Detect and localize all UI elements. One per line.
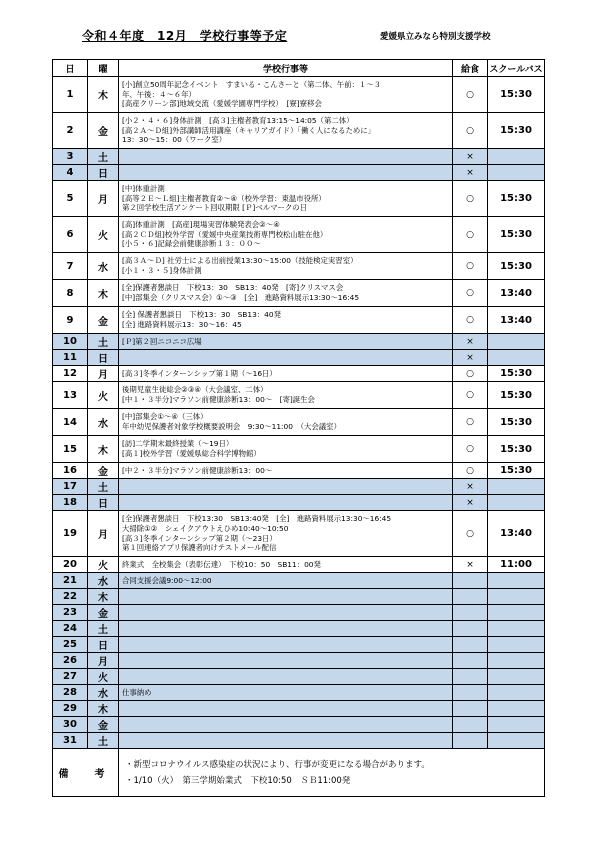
bus-cell: 13:40 [488, 511, 545, 557]
weekday-cell: 火 [88, 382, 119, 409]
lunch-cell: × [453, 479, 488, 495]
bus-cell: 15:30 [488, 77, 545, 113]
weekday-cell: 月 [88, 366, 119, 382]
day-cell: 11 [53, 350, 88, 366]
schedule-row [53, 511, 545, 557]
event-line: [高等２Ｅ～Ｌ組]主権者教育②～④（校外学習：東温市役所） [122, 193, 326, 203]
schedule-row [53, 77, 545, 113]
weekday-cell: 土 [88, 621, 119, 637]
events-cell [119, 334, 453, 350]
weekday-cell: 金 [88, 307, 119, 334]
schedule-row [53, 495, 545, 511]
event-line: [小２・４・６]身体計測 [高３]主権者教育13:15～14:05（第二体） [122, 116, 354, 126]
weekday-cell: 火 [88, 557, 119, 573]
lunch-cell: ○ [453, 280, 488, 307]
schedule-row [53, 409, 545, 436]
weekday-cell: 金 [88, 463, 119, 479]
events-cell [119, 573, 453, 589]
bus-cell [488, 495, 545, 511]
schedule-row [53, 280, 545, 307]
schedule-row [53, 253, 545, 280]
weekday-cell: 土 [88, 149, 119, 165]
day-cell: 2 [53, 113, 88, 149]
col-header-bus: スクールバス [488, 60, 545, 77]
day-cell: 4 [53, 165, 88, 181]
schedule-row [53, 701, 545, 717]
weekday-cell: 水 [88, 685, 119, 701]
schedule-row [53, 307, 545, 334]
note-line: ・新型コロナウイルス感染症の状況により、行事が変更になる場合があります。 [125, 759, 430, 770]
day-cell: 7 [53, 253, 88, 280]
lunch-cell: ○ [453, 181, 488, 217]
school-name: 愛媛県立みなら特別支援学校 [380, 32, 491, 42]
header-row [53, 60, 545, 77]
event-line: [Ｐ]第２回ニコニコ広場 [122, 336, 202, 346]
schedule-row [53, 605, 545, 621]
day-cell: 30 [53, 717, 88, 733]
lunch-cell: ○ [453, 511, 488, 557]
schedule-body [53, 77, 545, 749]
schedule-row [53, 479, 545, 495]
lunch-cell [453, 685, 488, 701]
events-cell [119, 280, 453, 307]
lunch-cell [453, 605, 488, 621]
bus-cell [488, 701, 545, 717]
events-cell [119, 495, 453, 511]
day-cell: 19 [53, 511, 88, 557]
bus-cell: 15:30 [488, 113, 545, 149]
weekday-cell: 水 [88, 253, 119, 280]
event-line: 後期児童生徒総会②③④（大会議室、二体） [122, 385, 268, 395]
lunch-cell: ○ [453, 113, 488, 149]
day-cell: 29 [53, 701, 88, 717]
event-line: 仕事納め [122, 687, 152, 697]
lunch-cell [453, 653, 488, 669]
lunch-cell [453, 589, 488, 605]
event-line: [高２ＣＤ組]校外学習（愛媛中央産業技術専門校松山駐在他） [122, 229, 328, 239]
event-line: 合同支援会議9:00～12:00 [122, 575, 212, 585]
bus-cell: 15:30 [488, 436, 545, 463]
event-line: [高３]冬季インターンシップ第２期（～23日） [122, 533, 277, 543]
lunch-cell: ○ [453, 436, 488, 463]
day-cell: 10 [53, 334, 88, 350]
day-cell: 1 [53, 77, 88, 113]
events-cell [119, 409, 453, 436]
event-line: [中１・３半分]マラソン前健康診断13：00～ [寄]誕生会 [122, 395, 315, 404]
events-cell [119, 463, 453, 479]
weekday-cell: 水 [88, 573, 119, 589]
day-cell: 28 [53, 685, 88, 701]
events-cell [119, 181, 453, 217]
weekday-cell: 火 [88, 217, 119, 253]
schedule-row [53, 685, 545, 701]
bus-cell: 15:30 [488, 463, 545, 479]
notes-row [53, 749, 545, 797]
bus-cell [488, 149, 545, 165]
lunch-cell: × [453, 350, 488, 366]
day-cell: 27 [53, 669, 88, 685]
note-line: ・1/10（火） 第三学期始業式 下校10:50 ＳＢ11:00発 [125, 775, 351, 786]
col-header-events: 学校行事等 [119, 60, 453, 77]
day-cell: 15 [53, 436, 88, 463]
day-cell: 14 [53, 409, 88, 436]
day-cell: 13 [53, 382, 88, 409]
schedule-row [53, 589, 545, 605]
schedule-row [53, 557, 545, 573]
events-cell [119, 733, 453, 749]
weekday-cell: 木 [88, 77, 119, 113]
event-line: [全] 進路資料展示13：30～16：45 [122, 320, 242, 329]
events-cell [119, 605, 453, 621]
event-line: 年、午後：４～６年） [122, 89, 196, 99]
schedule-row [53, 669, 545, 685]
schedule-row [53, 217, 545, 253]
events-cell [119, 436, 453, 463]
events-cell [119, 149, 453, 165]
day-cell: 3 [53, 149, 88, 165]
bus-cell [488, 621, 545, 637]
weekday-cell: 日 [88, 350, 119, 366]
schedule-row [53, 350, 545, 366]
event-line: [中２・３半分]マラソン前健康診断13：00～ [122, 465, 273, 475]
schedule-row [53, 149, 545, 165]
event-line: 第２回学校生活アンケート回収期限 [Ｐ]ベルマークの日 [122, 203, 308, 213]
events-cell [119, 589, 453, 605]
weekday-cell: 木 [88, 280, 119, 307]
events-cell [119, 653, 453, 669]
lunch-cell: × [453, 557, 488, 573]
bus-cell [488, 479, 545, 495]
weekday-cell: 日 [88, 637, 119, 653]
bus-cell [488, 685, 545, 701]
lunch-cell: ○ [453, 253, 488, 280]
day-cell: 24 [53, 621, 88, 637]
lunch-cell [453, 573, 488, 589]
weekday-cell: 月 [88, 511, 119, 557]
events-cell [119, 557, 453, 573]
event-line: [高産クリーン部]地域交流（愛媛学園専門学校） [寮]寮移会 [122, 99, 322, 109]
schedule-row [53, 113, 545, 149]
schedule-row [53, 717, 545, 733]
day-cell: 18 [53, 495, 88, 511]
day-cell: 25 [53, 637, 88, 653]
bus-cell: 11:00 [488, 557, 545, 573]
events-cell [119, 479, 453, 495]
lunch-cell: ○ [453, 77, 488, 113]
events-cell [119, 511, 453, 557]
page-header [82, 27, 552, 45]
schedule-row [53, 366, 545, 382]
bus-cell: 13:40 [488, 280, 545, 307]
events-cell [119, 350, 453, 366]
schedule-row [53, 436, 545, 463]
schedule-table [52, 59, 545, 797]
schedule-row [53, 463, 545, 479]
weekday-cell: 土 [88, 334, 119, 350]
weekday-cell: 土 [88, 479, 119, 495]
bus-cell: 15:30 [488, 253, 545, 280]
event-line: [高３Ａ～Ｄ] 社労士による出前授業13:30～15:00（技能検定実習室） [122, 256, 358, 266]
bus-cell: 13:40 [488, 307, 545, 334]
lunch-cell [453, 637, 488, 653]
event-line: [訪]二学期末最終授業（～19日） [122, 439, 234, 449]
lunch-cell [453, 669, 488, 685]
weekday-cell: 水 [88, 409, 119, 436]
day-cell: 12 [53, 366, 88, 382]
bus-cell: 15:30 [488, 366, 545, 382]
events-cell [119, 382, 453, 409]
day-cell: 26 [53, 653, 88, 669]
weekday-cell: 木 [88, 589, 119, 605]
bus-cell [488, 733, 545, 749]
lunch-cell: × [453, 495, 488, 511]
event-line: [全] 保護者懇談日 下校13：30 SB13：40発 [122, 310, 281, 320]
event-line: [小]創立50周年記念イベント すまいる・こんさーと（第二体、午前：１～３ [122, 80, 382, 90]
lunch-cell: × [453, 165, 488, 181]
event-line: [中]部集会（クリスマス会）①～③ [全] 進路資料展示13:30～16:45 [122, 293, 360, 302]
events-cell [119, 637, 453, 653]
weekday-cell: 木 [88, 436, 119, 463]
day-cell: 23 [53, 605, 88, 621]
day-cell: 16 [53, 463, 88, 479]
events-cell [119, 669, 453, 685]
schedule-row [53, 181, 545, 217]
notes-content [119, 749, 545, 797]
lunch-cell: ○ [453, 366, 488, 382]
events-cell [119, 621, 453, 637]
events-cell [119, 366, 453, 382]
lunch-cell: ○ [453, 409, 488, 436]
day-cell: 6 [53, 217, 88, 253]
event-line: [高２Ａ～Ｄ組]外部講師活用講座（キャリアガイド）「働く人になるために」 [122, 125, 376, 135]
day-cell: 17 [53, 479, 88, 495]
events-cell [119, 113, 453, 149]
bus-cell [488, 350, 545, 366]
weekday-cell: 月 [88, 653, 119, 669]
weekday-cell: 金 [88, 605, 119, 621]
events-cell [119, 77, 453, 113]
schedule-row [53, 637, 545, 653]
weekday-cell: 土 [88, 733, 119, 749]
lunch-cell: ○ [453, 217, 488, 253]
events-cell [119, 307, 453, 334]
day-cell: 9 [53, 307, 88, 334]
event-line: [小１・３・５]身体計測 [122, 266, 202, 275]
bus-cell [488, 334, 545, 350]
bus-cell [488, 573, 545, 589]
lunch-cell: ○ [453, 382, 488, 409]
document-title: 令和４年度 12月 学校行事等予定 [82, 29, 288, 43]
day-cell: 20 [53, 557, 88, 573]
event-line: [全]保護者懇談日 下校13：30 SB13：40発 [寄]クリスマス会 [122, 283, 344, 293]
event-line: [中]部集会①～④（三体） [122, 412, 208, 422]
lunch-cell [453, 717, 488, 733]
schedule-row [53, 382, 545, 409]
bus-cell [488, 605, 545, 621]
event-line: 年中幼児保護者対象学校概要説明会 9:30～11:00 （大会議室） [122, 422, 341, 431]
col-header-lunch: 給食 [453, 60, 488, 77]
schedule-row [53, 334, 545, 350]
event-line: [小５・６]記録会前健康診断１３：００～ [122, 239, 261, 249]
bus-cell: 15:30 [488, 217, 545, 253]
bus-cell [488, 669, 545, 685]
schedule-row [53, 653, 545, 669]
notes-label: 備 考 [53, 749, 119, 797]
schedule-row [53, 621, 545, 637]
bus-cell: 15:30 [488, 382, 545, 409]
lunch-cell [453, 733, 488, 749]
schedule-row [53, 165, 545, 181]
bus-cell: 15:30 [488, 409, 545, 436]
col-header-weekday: 曜 [88, 60, 119, 77]
event-line: 終業式 全校集会（表彰伝達） 下校10：50 SB11：00発 [122, 559, 321, 569]
day-cell: 21 [53, 573, 88, 589]
lunch-cell: ○ [453, 463, 488, 479]
weekday-cell: 月 [88, 181, 119, 217]
bus-cell [488, 637, 545, 653]
events-cell [119, 253, 453, 280]
weekday-cell: 火 [88, 669, 119, 685]
events-cell [119, 701, 453, 717]
event-line: 第１回連絡アプリ保護者向けテストメール配信 [122, 543, 277, 553]
event-line: 大掃除①② シェイクアウトえひめ10:40～10:50 [122, 523, 289, 533]
weekday-cell: 金 [88, 717, 119, 733]
schedule-row [53, 573, 545, 589]
lunch-cell [453, 701, 488, 717]
col-header-day: 日 [53, 60, 88, 77]
bus-cell [488, 717, 545, 733]
schedule-row [53, 733, 545, 749]
lunch-cell [453, 621, 488, 637]
events-cell [119, 685, 453, 701]
day-cell: 31 [53, 733, 88, 749]
weekday-cell: 金 [88, 113, 119, 149]
event-line: 13：30～15：00（ワーク室） [122, 135, 227, 145]
lunch-cell: × [453, 334, 488, 350]
day-cell: 5 [53, 181, 88, 217]
event-line: [中]体重計測 [122, 184, 165, 194]
lunch-cell: × [453, 149, 488, 165]
events-cell [119, 217, 453, 253]
weekday-cell: 日 [88, 165, 119, 181]
event-line: [高３]冬季インターンシップ第１期（～16日） [122, 368, 277, 378]
bus-cell [488, 653, 545, 669]
events-cell [119, 717, 453, 733]
event-line: [高]体重計測 [高産]現場実習体験発表会②～④ [122, 220, 280, 230]
bus-cell [488, 165, 545, 181]
weekday-cell: 木 [88, 701, 119, 717]
event-line: [全]保護者懇談日 下校13:30 SB13:40発 [全] 進路資料展示13:30～16:45 [122, 514, 392, 524]
bus-cell: 15:30 [488, 181, 545, 217]
event-line: [高１]校外学習（愛媛県総合科学博物館） [122, 449, 261, 458]
weekday-cell: 日 [88, 495, 119, 511]
day-cell: 8 [53, 280, 88, 307]
bus-cell [488, 589, 545, 605]
lunch-cell: ○ [453, 307, 488, 334]
day-cell: 22 [53, 589, 88, 605]
events-cell [119, 165, 453, 181]
